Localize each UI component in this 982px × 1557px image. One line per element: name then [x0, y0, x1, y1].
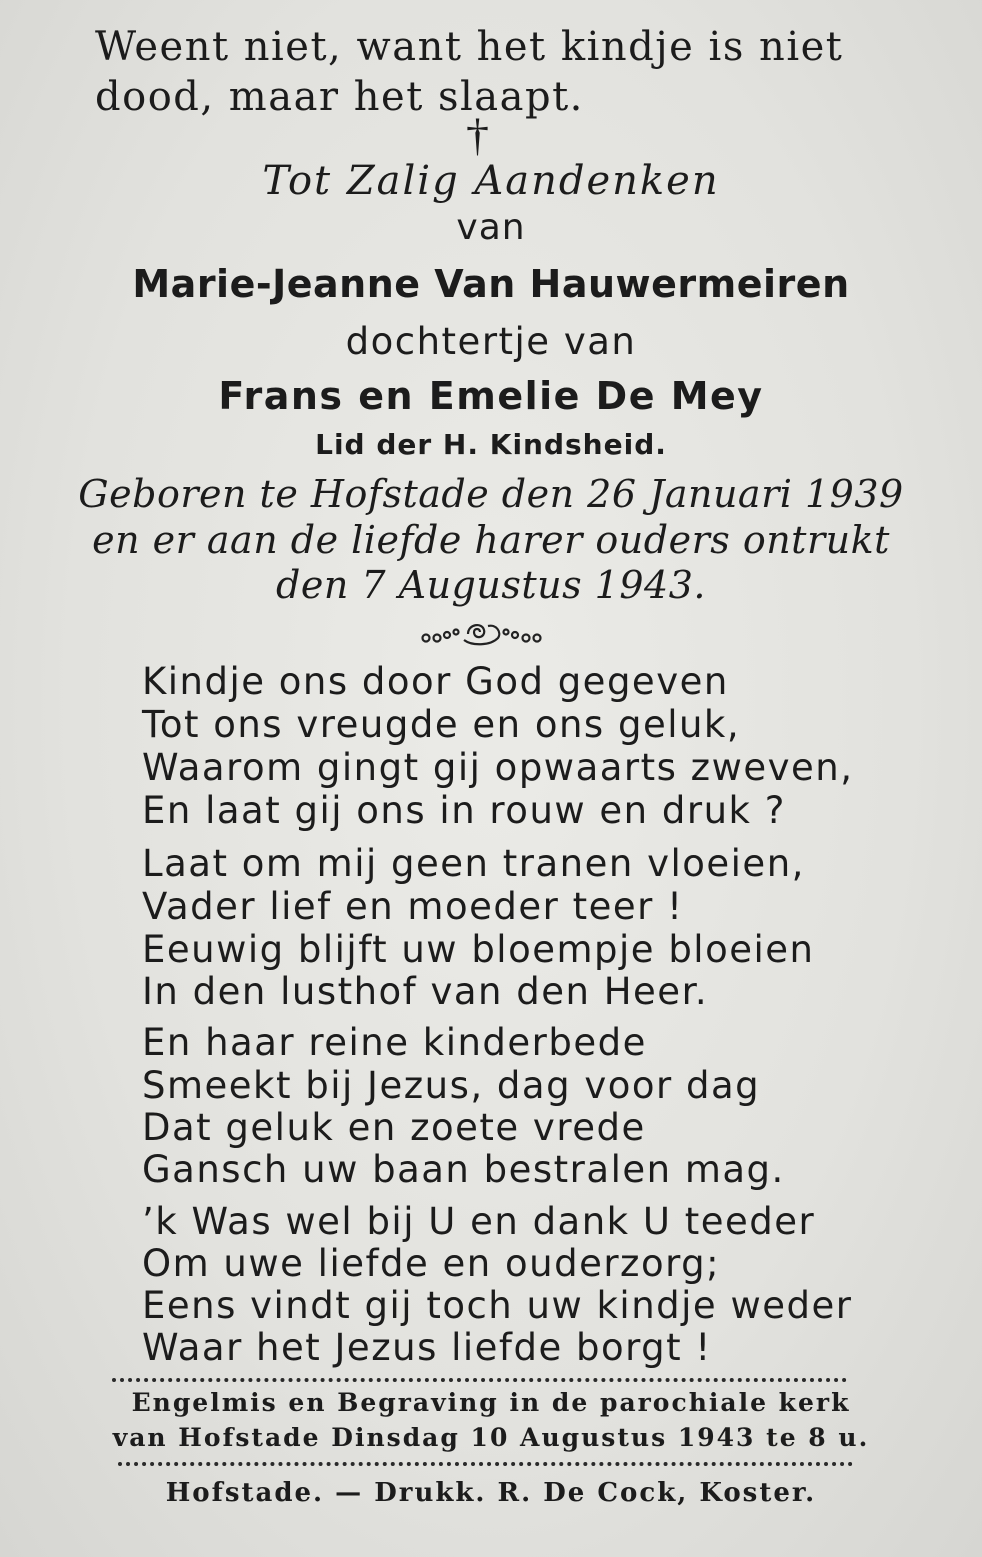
epigraph-line-2: dood, maar het slaapt.	[95, 74, 584, 120]
scroll-ornament-icon	[420, 620, 545, 650]
dotted-divider-top	[112, 1378, 847, 1382]
death-line-2: den 7 Augustus 1943.	[276, 563, 706, 607]
epigraph-line-1: Weent niet, want het kindje is niet	[95, 24, 844, 70]
poem-line-11: Dat geluk en zoete vrede	[142, 1106, 646, 1149]
printer-credit: Hofstade. — Drukk. R. De Cock, Koster.	[165, 1478, 817, 1508]
poem-line-6: Vader lief en moeder teer !	[142, 885, 684, 928]
dotted-divider-bottom	[118, 1462, 853, 1466]
memorial-heading: Tot Zalig Aandenken	[262, 158, 720, 204]
relation-label: dochtertje van	[345, 320, 637, 363]
van-label: van	[456, 207, 526, 248]
poem-line-1: Kindje ons door God gegeven	[142, 660, 729, 703]
poem-line-2: Tot ons vreugde en ons geluk,	[142, 703, 741, 746]
poem-line-8: In den lusthof van den Heer.	[142, 970, 709, 1013]
death-line-1: en er aan de liefde harer ouders ontrukt	[92, 518, 890, 562]
service-line-1: Engelmis en Begraving in de parochiale kerk	[131, 1388, 851, 1417]
poem-line-7: Eeuwig blijft uw bloempje bloeien	[142, 928, 815, 971]
poem-line-3: Waarom gingt gij opwaarts zweven,	[142, 746, 854, 789]
parents-names: Frans en Emelie De Mey	[218, 374, 764, 418]
poem-line-9: En haar reine kinderbede	[142, 1021, 647, 1064]
birth-line: Geboren te Hofstade den 26 Januari 1939	[78, 472, 904, 516]
poem-line-12: Gansch uw baan bestralen mag.	[142, 1148, 785, 1191]
service-line-2: van Hofstade Dinsdag 10 Augustus 1943 te 8 u.	[112, 1423, 870, 1452]
cross-icon: †	[466, 109, 489, 160]
deceased-name: Marie-Jeanne Van Hauwermeiren	[132, 262, 850, 306]
poem-line-13: ’k Was wel bij U en dank U teeder	[142, 1200, 816, 1243]
poem-line-4: En laat gij ons in rouw en druk ?	[142, 789, 786, 832]
poem-line-10: Smeekt bij Jezus, dag voor dag	[142, 1064, 761, 1107]
membership-label: Lid der H. Kindsheid.	[315, 428, 667, 461]
poem-line-16: Waar het Jezus liefde borgt !	[142, 1326, 712, 1369]
poem-line-15: Eens vindt gij toch uw kindje weder	[142, 1284, 853, 1327]
poem-line-5: Laat om mij geen tranen vloeien,	[142, 842, 805, 885]
poem-line-14: Om uwe liefde en ouderzorg;	[142, 1242, 721, 1285]
